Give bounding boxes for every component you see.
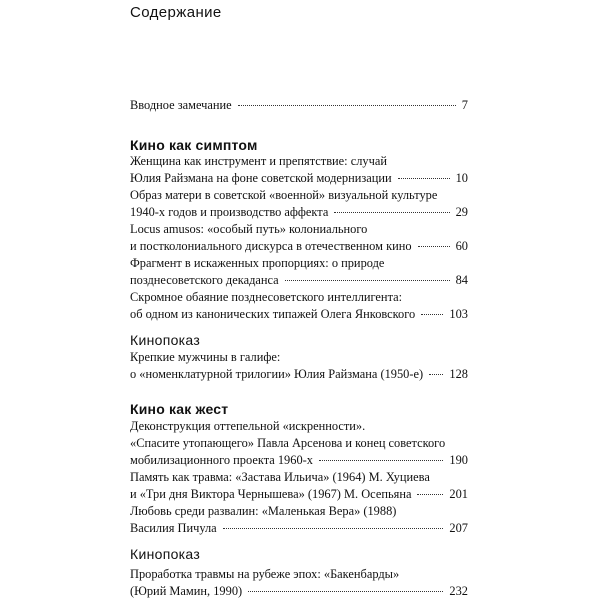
toc-entry-line — [130, 221, 468, 238]
toc-entry-last-line — [130, 486, 468, 503]
toc-entry[interactable] — [130, 349, 468, 383]
toc-entry-text: Проработка травмы на рубеже эпох: «Бакенбарды» — [130, 567, 400, 581]
dot-leader — [421, 314, 443, 315]
dot-leader — [429, 374, 443, 375]
page-number: 232 — [449, 584, 468, 598]
toc-entry-text: Вводное замечание — [130, 98, 232, 112]
page-number: 103 — [449, 307, 468, 321]
dot-leader — [238, 105, 456, 106]
toc-entry-text: Память как травма: «Застава Ильича» (1964) М. Хуциева — [130, 470, 430, 484]
toc-entry-text: Образ матери в советской «военной» визуальной культуре — [130, 188, 438, 202]
toc-entry[interactable] — [130, 566, 468, 600]
toc-entry-line — [130, 289, 468, 306]
toc-entry-last-line — [130, 583, 468, 600]
toc-entry-line — [130, 255, 468, 272]
toc-entry-last-line — [130, 306, 468, 323]
page-number: 190 — [449, 453, 468, 467]
section-title: Кинопоказ — [130, 332, 201, 348]
toc-entry-line — [130, 566, 468, 583]
toc-entry-last-line — [130, 204, 468, 221]
toc-entry-last-line — [130, 452, 468, 469]
toc-entry-text: и «Три дня Виктора Чернышева» (1967) М. Осепьяна — [130, 487, 412, 501]
toc-entry-line — [130, 435, 468, 452]
page-number: 60 — [455, 239, 468, 253]
toc-entry-text: Женщина как инструмент и препятствие: случай — [130, 154, 387, 168]
toc-entry-text: Крепкие мужчины в галифе: — [130, 350, 281, 364]
page-number: 201 — [449, 487, 468, 501]
toc-entry-text: о «номенклатурной трилогии» Юлия Райзмана (1950-е) — [130, 367, 424, 381]
toc-entry-last-line — [130, 520, 468, 537]
toc-entry-text: Скромное обаяние позднесоветского интеллигента: — [130, 290, 403, 304]
toc-entry-last-line — [130, 238, 468, 255]
dot-leader — [319, 460, 443, 461]
toc-entry-text: Юлия Райзмана на фоне советской модернизации — [130, 171, 392, 185]
toc-entry[interactable] — [130, 187, 468, 221]
page-number: 128 — [449, 367, 468, 381]
toc-entry-text: Любовь среди развалин: «Маленькая Вера» (1988) — [130, 504, 397, 518]
page-number: 10 — [455, 171, 468, 185]
toc-entry-text: Деконструкция оттепельной «искренности». — [130, 419, 366, 433]
toc-entry-text: (Юрий Мамин, 1990) — [130, 584, 243, 598]
toc-entry-text: об одном из канонических типажей Олега Янковского — [130, 307, 416, 321]
toc-entry[interactable] — [130, 97, 468, 114]
toc-entry[interactable] — [130, 503, 468, 537]
toc-entry-line — [130, 349, 468, 366]
section-title: Кино как жест — [130, 401, 229, 417]
toc-entry-text: Locus amusos: «особый путь» колониального — [130, 222, 368, 236]
page-title: Содержание — [130, 4, 222, 21]
toc-entry[interactable] — [130, 418, 468, 469]
toc-entry[interactable] — [130, 255, 468, 289]
toc-entry-text: мобилизационного проекта 1960-х — [130, 453, 313, 467]
toc-entry[interactable] — [130, 153, 468, 187]
dot-leader — [223, 528, 444, 529]
section-title: Кино как симптом — [130, 137, 258, 153]
dot-leader — [417, 494, 443, 495]
toc-entry-line — [130, 418, 468, 435]
toc-entry[interactable] — [130, 221, 468, 255]
page-number: 84 — [455, 273, 468, 287]
dot-leader — [285, 280, 450, 281]
toc-entry-line — [130, 153, 468, 170]
toc-entry-text: Василия Пичула — [130, 521, 217, 535]
toc-entry-last-line — [130, 170, 468, 187]
toc-entry-line — [130, 503, 468, 520]
page-number: 7 — [461, 98, 468, 112]
dot-leader — [398, 178, 450, 179]
toc-entry-last-line — [130, 97, 468, 114]
page-number: 29 — [455, 205, 468, 219]
dot-leader — [248, 591, 443, 592]
toc-entry-text: Фрагмент в искаженных пропорциях: о природе — [130, 256, 385, 270]
page-number: 207 — [449, 521, 468, 535]
dot-leader — [418, 246, 450, 247]
toc-entry-last-line — [130, 366, 468, 383]
toc-entry-text: и постколониального дискурса в отечественном кино — [130, 239, 412, 253]
toc-entry-text: позднесоветского декаданса — [130, 273, 279, 287]
toc-entry-last-line — [130, 272, 468, 289]
toc-entry[interactable] — [130, 289, 468, 323]
toc-entry-text: 1940-х годов и производство аффекта — [130, 205, 329, 219]
toc-entry[interactable] — [130, 469, 468, 503]
dot-leader — [334, 212, 449, 213]
toc-entry-line — [130, 187, 468, 204]
toc-entry-text: «Спасите утопающего» Павла Арсенова и конец советского — [130, 436, 446, 450]
toc-entry-line — [130, 469, 468, 486]
section-title: Кинопоказ — [130, 546, 201, 562]
